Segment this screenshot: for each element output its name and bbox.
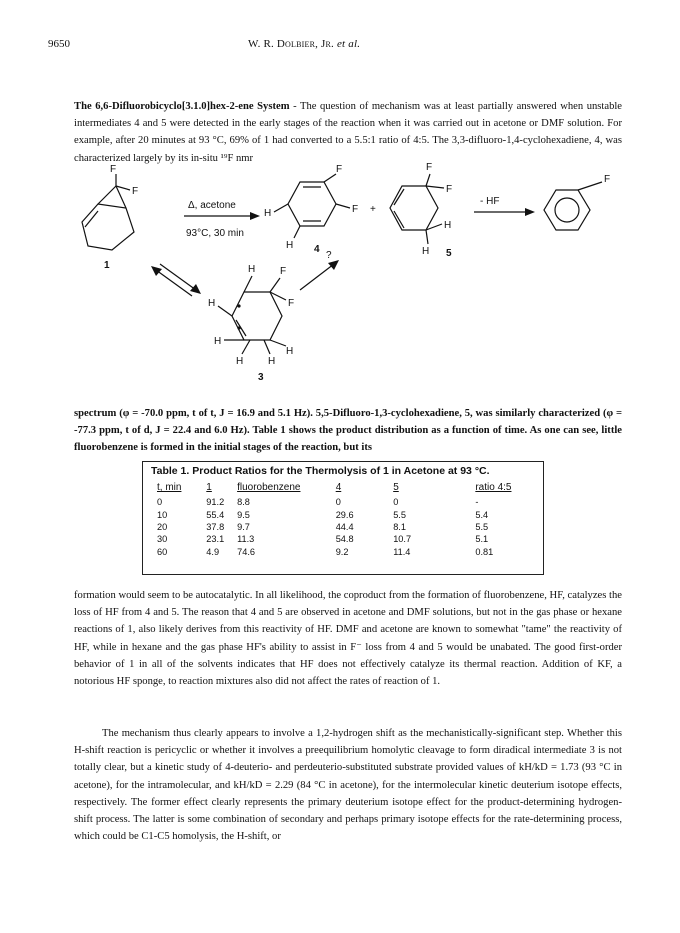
table-cell: 29.6 [335, 509, 354, 520]
fluorobenzene-f-label: F [604, 174, 611, 185]
table-cell: 0 [335, 497, 341, 508]
compound-4-h-label-b: H [286, 240, 294, 251]
table-header-cell: t, min [157, 482, 182, 493]
reaction-scheme-svg [74, 160, 634, 400]
compound-4-h-bond-a [274, 204, 288, 212]
table-cell: 9.2 [335, 546, 349, 557]
table-cell: 5.5 [475, 521, 489, 532]
table-cell: - [475, 497, 479, 508]
table-cell: 0 [157, 497, 163, 508]
compound-5-label: 5 [446, 248, 452, 259]
table-cell: 9.7 [237, 521, 250, 532]
table-header-row [157, 482, 537, 496]
compound-5-h-label-b: H [422, 246, 430, 257]
table-cell: 5.1 [475, 534, 489, 545]
compound-4-f-label-a: F [336, 164, 343, 175]
table-row [157, 508, 537, 520]
fluorobenzene-aromatic-circle [555, 198, 579, 222]
compound-1-f-label-b: F [132, 186, 139, 197]
compound-4-f-bond-b [336, 204, 350, 208]
compound-5-f-label-a: F [426, 162, 433, 173]
table-cell: 8.8 [237, 497, 250, 508]
table-1 [142, 461, 544, 575]
arrowhead-eq-back [151, 266, 162, 276]
arrowhead-1 [250, 212, 260, 220]
running-head-authors: W. R. Dolbier, Jr. [248, 38, 335, 50]
table-cell: 30 [157, 534, 168, 545]
table-cell: 55.4 [206, 509, 225, 520]
compound-4-f-label-b: F [352, 204, 359, 215]
reaction-scheme [74, 160, 634, 400]
table-header-cell: 4 [335, 482, 342, 493]
radical-dot-1 [237, 304, 240, 307]
table-header-cell: 1 [206, 482, 212, 493]
compound-3-f-label-a: F [280, 266, 287, 277]
compound-3-h-label-br: H [286, 346, 294, 357]
compound-1-label: 1 [104, 260, 110, 271]
table-1-grid [157, 482, 537, 558]
plus-sign: + [370, 204, 376, 215]
table-cell: 11.3 [237, 534, 255, 545]
compound-5-h-label-a: H [444, 220, 452, 231]
compound-4-ring [288, 182, 336, 226]
compound-4-f-bond-a [324, 174, 336, 182]
compound-4-label: 4 [314, 244, 320, 255]
compound-1-double-bond [85, 211, 98, 227]
compound-3-h-label-b1: H [236, 356, 244, 367]
running-head [248, 38, 360, 50]
minus-hf-label: - HF [480, 196, 500, 207]
table-row [157, 546, 537, 558]
conditions-label: 93°C, 30 min [186, 228, 244, 239]
table-header-cell: fluorobenzene [237, 482, 301, 493]
running-head-etal: et al. [336, 38, 361, 50]
table-cell: 10.7 [393, 534, 412, 545]
table-cell: 91.2 [206, 497, 225, 508]
table-row [157, 496, 537, 508]
compound-3-h-bond-b1 [242, 340, 250, 354]
compound-1-f-label-a: F [110, 164, 117, 175]
table-row [157, 533, 537, 545]
table-cell: 54.8 [335, 534, 354, 545]
compound-3-ring [232, 292, 282, 340]
arrowhead-question [328, 260, 339, 270]
table-cell: 9.5 [237, 509, 250, 520]
question-mark: ? [326, 250, 332, 261]
compound-4-h-label-a: H [264, 208, 272, 219]
paragraph-intro-text: - The question of mechanism was at least partially answered when unstable intermediates 4 and 5 were detected in the early stages of the reaction when it was carried out in acetone or DMF solution. For example, after 20 minutes at 93 °C, 69% of 1 had converted to a 5.5:1 ratio of 4:5. The 3,3-difluoro-1,4-cyclohexadiene, 4, was characterized largely by its in-situ ¹⁹F nmr [74, 101, 623, 164]
section-heading: The 6,6-Difluorobicyclo[3.1.0]hex-2-ene System [74, 101, 290, 112]
questioned-arrow [300, 264, 334, 290]
compound-5-f-bond-a [426, 174, 430, 186]
table-cell: 11.4 [393, 546, 411, 557]
compound-5-f-bond-b [426, 186, 444, 188]
compound-3-h-bond-top [244, 276, 252, 292]
paragraph-mechanism: The mechanism thus clearly appears to involve a 1,2-hydrogen shift as the mechanistically-significant step. Whether this H-shift reaction is pericyclic or whether it involves a preequilibrium homolytic cleavage to form diradical intermediate 3 is not totally clear, but a kinetic study of 4-deuterio- and perdeuterio-substituted substrate provided values of kH/kD = 1.73 (93 °C in acetone), for the intramolecular, and kH/kD = 2.29 (84 °C in acetone), for the intermolecular kinetic deuterium isotope effects, respectively. The former effect clearly represents the primary deuterium isotope effect for the product-determining hydrogen-shift process. The latter is some combination of secondary and perhaps primary isotope effects for the rate-determining process, which could be C1-C5 homolysis, the H-shift, or [74, 728, 622, 843]
table-cell: 74.6 [237, 546, 255, 557]
compound-3-f-label-b: F [288, 298, 295, 309]
compound-3-h-bond-left [218, 306, 232, 316]
compound-3-h-label-top: H [248, 264, 256, 275]
compound-3-h-bond-br [270, 340, 286, 346]
table-cell: 37.8 [206, 521, 225, 532]
radical-dot-2 [237, 326, 240, 329]
compound-1-ring [82, 204, 134, 250]
fluorobenzene-ring [544, 190, 590, 230]
table-cell: 0 [393, 497, 399, 508]
table-cell: 4.9 [206, 546, 220, 557]
compound-5-ring [390, 186, 438, 230]
compound-5-h-bond-b [426, 230, 428, 244]
table-header-cell: ratio 4:5 [475, 482, 512, 493]
compound-3-label: 3 [258, 372, 264, 383]
arrowhead-hf [525, 208, 535, 216]
page-number: 9650 [48, 38, 70, 50]
compound-5-f-label-b: F [446, 184, 453, 195]
table-cell: 5.5 [393, 509, 406, 520]
compound-3-h-bond-b2 [264, 340, 270, 354]
table-cell: 5.4 [475, 509, 489, 520]
fluorobenzene-f-bond [578, 182, 602, 190]
table-cell: 60 [157, 546, 168, 557]
table-row [157, 521, 537, 533]
compound-3-h-label-left: H [208, 298, 216, 309]
paragraph-spectrum: spectrum (φ = -70.0 ppm, t of t, J = 16.9 and 5.1 Hz). 5,5-Difluoro-1,3-cyclohexadiene, 5, was similarly characterized (φ = -77.3 ppm, t of d, J = 22.4 and 6.0 Hz). Table 1 shows the product distribution as a function of time. As one can see, little fluorobenzene is formed in the initial stages of the reaction, but its [74, 408, 622, 454]
table-1-caption: Table 1. Product Ratios for the Thermolysis of 1 in Acetone at 93 °C. [151, 465, 490, 477]
page-header [48, 38, 638, 54]
table-cell: 0.81 [475, 546, 494, 557]
table-cell: 10 [157, 509, 168, 520]
arrowhead-eq-forward [190, 284, 201, 294]
reagent-label: Δ, acetone [188, 200, 236, 211]
table-cell: 23.1 [206, 534, 225, 545]
table-cell: 8.1 [393, 521, 406, 532]
compound-3-h-label-b2: H [268, 356, 276, 367]
compound-3-f-bond-a [270, 278, 280, 292]
table-header-cell: 5 [393, 482, 399, 493]
compound-3-h-label-bl: H [214, 336, 222, 347]
paragraph-formation: formation would seem to be autocatalytic. In all likelihood, the coproduct from the formation of fluorobenzene, HF, catalyzes the loss of HF from 4 and 5. The reason that 4 and 5 are observed in acetone and DMF solutions, but not in the gas phase or hexane reactions of 1, also likely derives from this reactivity of HF. DMF and acetone are known to somewhat "tame" the reactivity of HF, while in hexane and the gas phase HF's ability to assist in F⁻ loss from 4 and 5 would be unabated. The good first-order behavior of 1 in all of the solvents indicates that HF does not effectively catalyze its thermal reaction. Addition of KF, a notorious HF sponge, to reaction mixtures also did not affect the rates of reaction of 1. [74, 590, 622, 688]
compound-4-h-bond-b [294, 226, 300, 238]
table-cell: 20 [157, 521, 168, 532]
paragraph-intro [74, 98, 622, 167]
table-cell: 44.4 [335, 521, 354, 532]
